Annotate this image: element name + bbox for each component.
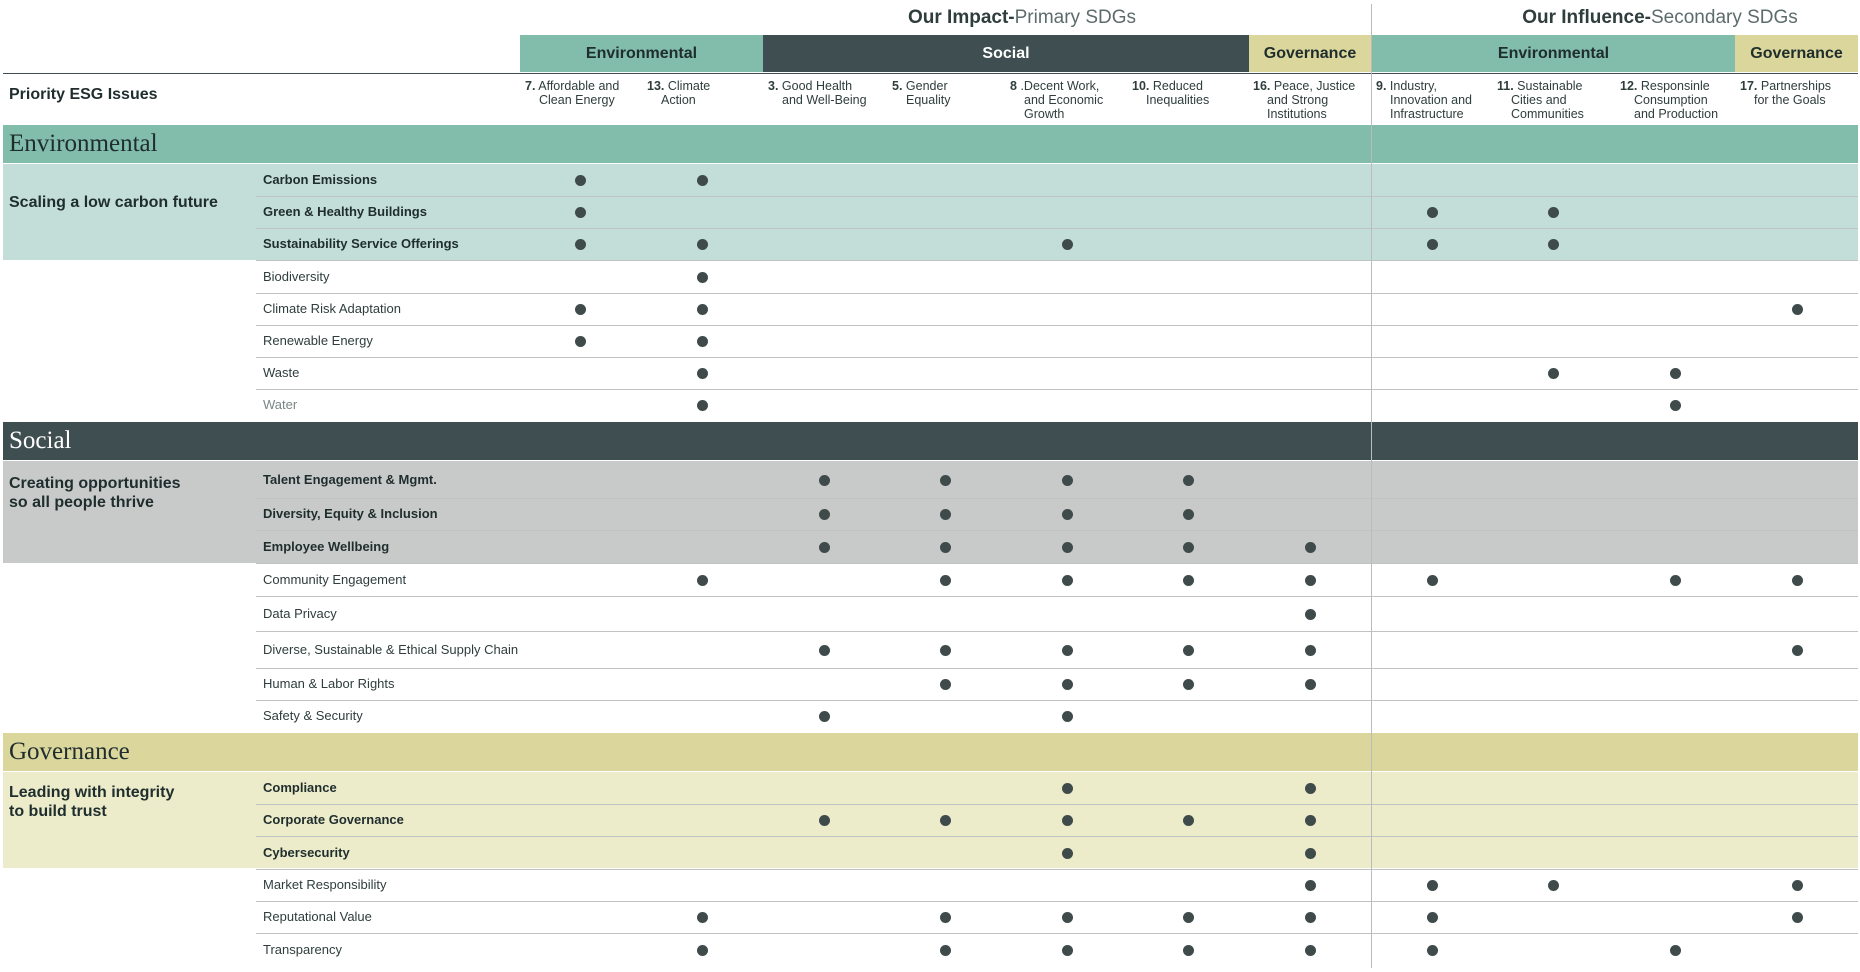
sdg-name-line: Equality [906, 93, 951, 107]
sdg-number: 12. [1620, 79, 1638, 93]
sdg-mark-dot [697, 304, 708, 315]
sdg-name-line: Gender [905, 79, 948, 93]
sdg-mark-dot [1670, 575, 1681, 586]
impact-title-light: Primary SDGs [1014, 7, 1137, 28]
row-divider [256, 389, 1858, 390]
sdg-mark-dot [697, 272, 708, 283]
sdg-mark-dot [1183, 945, 1194, 956]
impact-influence-divider [1371, 4, 1372, 968]
sdg-mark-dot [819, 475, 830, 486]
category-line: to build trust [9, 803, 107, 820]
sdg-mark-dot [1183, 645, 1194, 656]
sdg-mark-dot [697, 175, 708, 186]
impact-environmental-header: Environmental [520, 35, 763, 72]
issue-label: Market Responsibility [263, 877, 387, 892]
row-divider [256, 869, 1858, 870]
sdg-mark-dot [1792, 880, 1803, 891]
row-divider [256, 530, 1858, 531]
sdg-header [1376, 79, 1496, 121]
sdg-number: 13. [647, 79, 665, 93]
sdg-name-line: Reduced [1152, 79, 1203, 93]
sdg-mark-dot [940, 575, 951, 586]
section-band [3, 422, 1858, 460]
sdg-mark-dot [1305, 815, 1316, 826]
sdg-mark-dot [940, 645, 951, 656]
sdg-name-line: Partnerships [1760, 79, 1832, 93]
section-band [3, 733, 1858, 771]
issue-label: Sustainability Service Offerings [263, 236, 459, 251]
sdg-name-line: Peace, Justice [1273, 79, 1356, 93]
issue-label: Talent Engagement & Mgmt. [263, 472, 437, 487]
sdg-mark-dot [819, 711, 830, 722]
sdg-header [1010, 79, 1130, 121]
sdg-mark-dot [575, 304, 586, 315]
sdg-name-line: Institutions [1267, 107, 1327, 121]
sdg-mark-dot [940, 815, 951, 826]
sdg-mark-dot [819, 645, 830, 656]
impact-title [762, 6, 1282, 30]
issue-label: Community Engagement [263, 572, 407, 587]
row-divider [256, 325, 1858, 326]
sdg-mark-dot [575, 239, 586, 250]
sdg-mark-dot [1062, 848, 1073, 859]
sdg-mark-dot [1548, 368, 1559, 379]
sdg-mark-dot [697, 400, 708, 411]
sdg-mark-dot [1305, 848, 1316, 859]
section-band [3, 125, 1858, 163]
sdg-mark-dot [1427, 880, 1438, 891]
sdg-mark-dot [1062, 711, 1073, 722]
sdg-header [892, 79, 1012, 107]
sdg-header [647, 79, 767, 107]
sdg-header [1620, 79, 1740, 121]
influence-title-light: Secondary SDGs [1651, 7, 1798, 28]
influence-governance-header: Governance [1735, 35, 1858, 72]
row-divider [256, 668, 1858, 669]
sdg-name-line: and Production [1634, 107, 1719, 121]
sdg-mark-dot [1548, 880, 1559, 891]
sdg-header [1132, 79, 1252, 107]
sdg-name-line: for the Goals [1754, 93, 1826, 107]
influence-environmental-header: Environmental [1372, 35, 1735, 72]
sdg-mark-dot [1305, 679, 1316, 690]
sdg-mark-dot [1305, 783, 1316, 794]
sdg-name-line: .Decent Work, [1020, 79, 1100, 93]
sdg-mark-dot [940, 912, 951, 923]
row-divider [256, 836, 1858, 837]
impact-title-bold: Our Impact- [907, 7, 1015, 28]
sdg-mark-dot [1305, 945, 1316, 956]
row-divider [256, 700, 1858, 701]
sdg-mark-dot [1183, 575, 1194, 586]
sdg-mark-dot [1183, 912, 1194, 923]
sdg-mark-dot [697, 239, 708, 250]
issue-label: Employee Wellbeing [263, 539, 390, 554]
sdg-mark-dot [1670, 368, 1681, 379]
sdg-header [1253, 79, 1373, 121]
row-divider [256, 596, 1858, 597]
category-label [9, 193, 218, 212]
issue-label: Cybersecurity [263, 845, 350, 860]
sdg-mark-dot [819, 509, 830, 520]
sdg-mark-dot [940, 945, 951, 956]
sdg-name-line: Consumption [1634, 93, 1708, 107]
impact-governance-header: Governance [1249, 35, 1371, 72]
sdg-mark-dot [1183, 509, 1194, 520]
sdg-mark-dot [1062, 679, 1073, 690]
sdg-header [1740, 79, 1860, 107]
sdg-mark-dot [1305, 912, 1316, 923]
sdg-number: 10. [1132, 79, 1150, 93]
sdg-mark-dot [1670, 945, 1681, 956]
sdg-mark-dot [1062, 542, 1073, 553]
sdg-mark-dot [940, 509, 951, 520]
row-divider [256, 563, 1858, 564]
sdg-name-line: Cities and [1511, 93, 1567, 107]
sdg-mark-dot [940, 542, 951, 553]
issue-label: Biodiversity [263, 269, 330, 284]
sdg-mark-dot [1792, 912, 1803, 923]
row-divider [256, 357, 1858, 358]
sdg-mark-dot [1305, 645, 1316, 656]
issue-label: Data Privacy [263, 606, 337, 621]
sdg-mark-dot [697, 575, 708, 586]
sdg-mark-dot [1427, 912, 1438, 923]
row-divider [256, 228, 1858, 229]
sdg-mark-dot [940, 475, 951, 486]
sdg-name-line: Affordable and [538, 79, 620, 93]
row-divider [256, 933, 1858, 934]
category-line: Leading with integrity [9, 784, 175, 801]
sdg-mark-dot [1305, 575, 1316, 586]
sdg-mark-dot [940, 679, 951, 690]
issue-label: Climate Risk Adaptation [263, 301, 402, 316]
sdg-mark-dot [1062, 815, 1073, 826]
priority-esg-issues-label: Priority ESG Issues [9, 86, 158, 103]
sdg-name-line: Growth [1024, 107, 1065, 121]
sdg-name-line: and Strong [1267, 93, 1329, 107]
sdg-header [525, 79, 645, 107]
section-title: Governance [9, 738, 130, 765]
issue-label: Reputational Value [263, 909, 372, 924]
category-line: Creating opportunities [9, 475, 181, 492]
sdg-number: 16. [1253, 79, 1271, 93]
sdg-name-line: Climate [667, 79, 711, 93]
sdg-mark-dot [1062, 945, 1073, 956]
issue-label: Waste [263, 365, 300, 380]
issue-label: Human & Labor Rights [263, 676, 395, 691]
sdg-mark-dot [1062, 645, 1073, 656]
issue-label: Transparency [263, 942, 342, 957]
sdg-name-line: Industry, [1389, 79, 1437, 93]
sdg-mark-dot [575, 175, 586, 186]
sdg-mark-dot [1062, 239, 1073, 250]
sdg-mark-dot [1183, 475, 1194, 486]
sdg-number: 11. [1497, 79, 1514, 93]
sdg-mark-dot [1427, 575, 1438, 586]
category-line: Scaling a low carbon future [9, 194, 218, 211]
sdg-mark-dot [697, 945, 708, 956]
row-divider [256, 901, 1858, 902]
sdg-mark-dot [819, 542, 830, 553]
sdg-header [768, 79, 888, 107]
sdg-number: 8 [1010, 79, 1017, 93]
category-line: so all people thrive [9, 494, 154, 511]
issue-label: Water [263, 397, 298, 412]
sdg-name-line: Clean Energy [539, 93, 615, 107]
sdg-mark-dot [1305, 609, 1316, 620]
sdg-mark-dot [1062, 575, 1073, 586]
sdg-name-line: and Well-Being [782, 93, 867, 107]
sdg-number: 9. [1376, 79, 1387, 93]
sdg-name-line: Responsinle [1640, 79, 1710, 93]
influence-title-bold: Our Influence- [1522, 7, 1651, 28]
header-rule [3, 73, 1858, 74]
sdg-mark-dot [697, 336, 708, 347]
sdg-mark-dot [697, 912, 708, 923]
sdg-mark-dot [1062, 912, 1073, 923]
category-label [9, 474, 181, 512]
sdg-name-line: Good Health [781, 79, 853, 93]
sdg-name-line: Action [661, 93, 696, 107]
sdg-mark-dot [1427, 239, 1438, 250]
issue-label: Carbon Emissions [263, 172, 378, 187]
issue-label: Diversity, Equity & Inclusion [263, 506, 438, 521]
row-divider [256, 196, 1858, 197]
sdg-name-line: Innovation and [1390, 93, 1473, 107]
section-title: Environmental [9, 130, 158, 157]
issue-label: Green & Healthy Buildings [263, 204, 427, 219]
sdg-name-line: Communities [1511, 107, 1584, 121]
sdg-mark-dot [575, 207, 586, 218]
sdg-mark-dot [1183, 815, 1194, 826]
sdg-mark-dot [575, 336, 586, 347]
sdg-number: 5. [892, 79, 903, 93]
sdg-mark-dot [1062, 509, 1073, 520]
issue-label: Corporate Governance [263, 812, 404, 827]
sdg-mark-dot [1427, 207, 1438, 218]
sdg-mark-dot [1062, 475, 1073, 486]
issue-label: Renewable Energy [263, 333, 373, 348]
sdg-name-line: Inequalities [1146, 93, 1210, 107]
sdg-mark-dot [1183, 542, 1194, 553]
issue-label: Diverse, Sustainable & Ethical Supply Chain [263, 642, 519, 657]
row-divider [256, 804, 1858, 805]
sdg-mark-dot [697, 368, 708, 379]
sdg-header [1497, 79, 1617, 121]
sdg-name-line: and Economic [1024, 93, 1104, 107]
sdg-mark-dot [1670, 400, 1681, 411]
sdg-mark-dot [1792, 304, 1803, 315]
sdg-mark-dot [1305, 542, 1316, 553]
sdg-mark-dot [1305, 880, 1316, 891]
section-title: Social [9, 427, 72, 454]
sdg-name-line: Infrastructure [1390, 107, 1464, 121]
sdg-name-line: Sustainable [1517, 79, 1583, 93]
sdg-mark-dot [1062, 783, 1073, 794]
sdg-number: 3. [768, 79, 779, 93]
sdg-mark-dot [1548, 239, 1559, 250]
sdg-mark-dot [1792, 575, 1803, 586]
sdg-mark-dot [819, 815, 830, 826]
sdg-number: 17. [1740, 79, 1758, 93]
issue-label: Compliance [263, 780, 337, 795]
row-divider [256, 293, 1858, 294]
sdg-mark-dot [1548, 207, 1559, 218]
category-label [9, 783, 174, 821]
sdg-mark-dot [1183, 679, 1194, 690]
sdg-mark-dot [1792, 645, 1803, 656]
influence-title [1460, 6, 1860, 30]
impact-social-header: Social [763, 35, 1249, 72]
sdg-number: 7. [525, 79, 536, 93]
row-divider [256, 498, 1858, 499]
sdg-mark-dot [1427, 945, 1438, 956]
issue-label: Safety & Security [263, 708, 363, 723]
row-divider [256, 260, 1858, 261]
row-divider [256, 631, 1858, 632]
